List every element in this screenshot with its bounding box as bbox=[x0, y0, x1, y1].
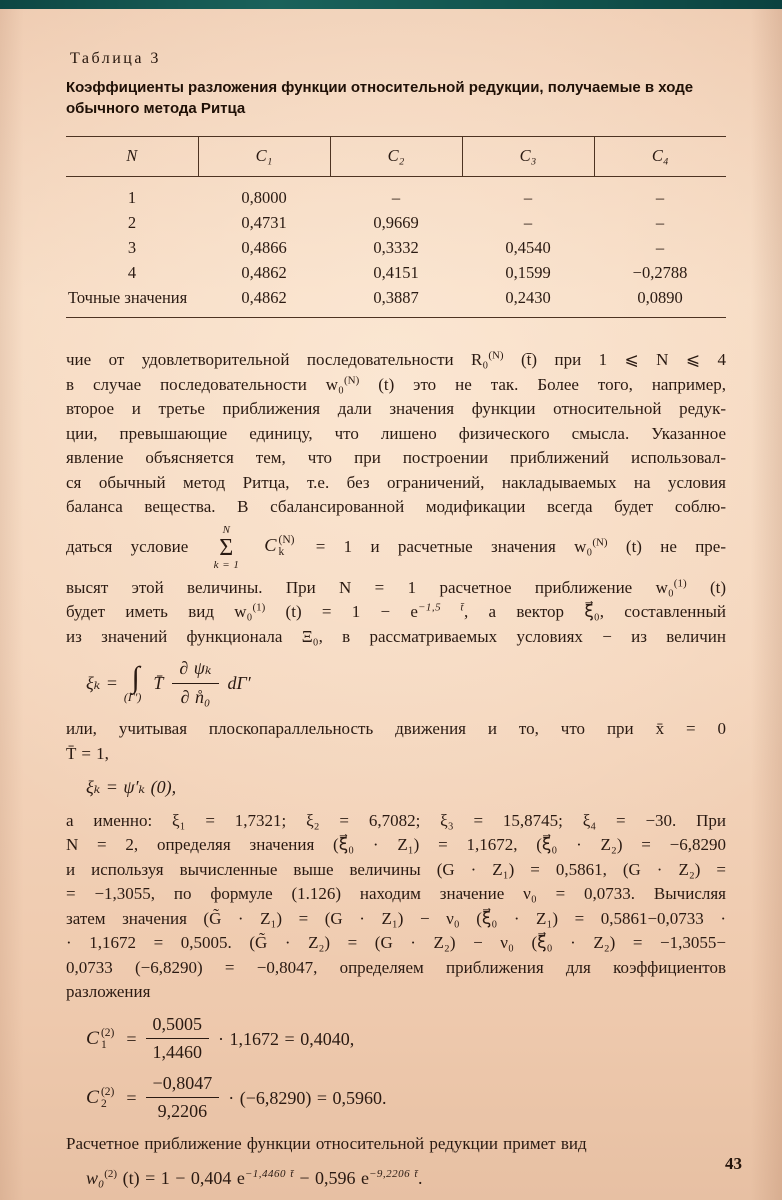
table-cell: 0,0890 bbox=[637, 288, 683, 307]
coefficients-table bbox=[66, 136, 726, 318]
coefficient-variable: C (2) 1 bbox=[86, 1026, 115, 1051]
table-cell: 0,4866 bbox=[241, 238, 287, 257]
table-cell: Точные значения bbox=[68, 288, 188, 307]
table-row bbox=[66, 261, 726, 286]
coefficient-variable: C (N) k bbox=[264, 533, 295, 558]
table-cell: 0,4731 bbox=[241, 213, 287, 232]
table-cell: 4 bbox=[127, 263, 137, 282]
fraction: $\frac{0,5005}{1,4460}$ bbox=[146, 1014, 210, 1064]
body-line: Расчетное приближение функции относительной редукции примет вид bbox=[66, 1134, 587, 1154]
table-cell: – bbox=[655, 213, 665, 232]
col-header-c1: C₁ bbox=[198, 137, 330, 177]
coefficient-variable: C (2) 2 bbox=[86, 1085, 115, 1110]
table-cell: −0,2788 bbox=[632, 263, 688, 282]
formula-c2: C (2) 2 = $\frac{-0,8047}{9,2206}$ · (−6,8290) = 0,5960. bbox=[86, 1072, 387, 1122]
body-line: T̄ = 1, bbox=[66, 743, 109, 763]
table-cell: 0,3332 bbox=[373, 238, 419, 257]
table-cell: 0,4540 bbox=[505, 238, 551, 257]
table-cell: 0,4862 bbox=[241, 263, 287, 282]
table-cell: 0,8000 bbox=[241, 188, 287, 207]
table-caption: Коэффициенты разложения функции относительной редукции, получаемые в ходе обычного метода Ритца bbox=[66, 79, 694, 117]
col-header-n: N bbox=[66, 137, 198, 177]
integral-symbol: ∫ (Γ′) bbox=[123, 661, 142, 705]
table-cell: 3 bbox=[127, 238, 137, 257]
formula-c1: C (2) 1 = $\frac{0,5005}{1,4460}$ · 1,1672 = 0,4040, bbox=[86, 1013, 355, 1063]
col-header-c3: C₃ bbox=[462, 137, 594, 177]
body-line: или, учитывая плоскопараллельность движения и то, что при x̄ = 0 bbox=[66, 719, 726, 739]
body-line: высят этой величины. При N = 1 расчетное приближение w₀$^{(1)}$ (t) bbox=[66, 576, 726, 597]
body-line: = −1,3055, по формуле (1.126) находим значение ν₀ = 0,0733. Вычисляя bbox=[66, 884, 726, 904]
scan-edge bbox=[0, 0, 782, 9]
table-row bbox=[66, 236, 726, 261]
table-cell: 0,2430 bbox=[505, 288, 551, 307]
body-line: будет иметь вид w₀$^{(1)}$ $(t) = 1 - e^{-1,5 t̄}$, а вектор ξ⃗₀, составленный bbox=[66, 601, 726, 621]
body-line: и используя вычисленные выше величины (G · Z₁) = 0,5861, (G · Z₂) = bbox=[66, 859, 726, 879]
summation-symbol: N Σ k = 1 bbox=[213, 523, 239, 571]
page-number: 43 bbox=[725, 1154, 742, 1173]
table-row-exact-values bbox=[66, 286, 726, 318]
formula-xi-integral: ξₖ = ∫ (Γ′) T̄ $\frac{\text{∂ ψₖ}}{\text{∂ n̊₀}}$ dΓ′ bbox=[86, 658, 251, 707]
body-line: ции, превышающие единицу, что лишено физического смысла. Указанное bbox=[66, 423, 726, 443]
table-cell: 0,1599 bbox=[505, 263, 551, 282]
body-line: а именно: ξ₁ = 1,7321; ξ₂ = 6,7082; ξ₃ = 15,8745; ξ₄ = −30. При bbox=[66, 810, 726, 830]
fraction: $\frac{-0,8047}{9,2206}$ bbox=[146, 1073, 220, 1123]
table-header-row bbox=[66, 137, 726, 177]
table-cell: 0,3887 bbox=[373, 288, 419, 307]
fraction: $\frac{\text{∂ ψₖ}}{\text{∂ n̊₀}}$ bbox=[172, 658, 218, 708]
table-cell: 0,4862 bbox=[241, 288, 287, 307]
table-cell: – bbox=[655, 238, 665, 257]
table-cell: – bbox=[523, 188, 533, 207]
body-line: явление объясняется тем, что при построении приближений использовал- bbox=[66, 448, 726, 467]
body-line: ся обычный метод Ритца, т.е. без ограничений, накладываемых на условия bbox=[66, 472, 726, 492]
table-cell: – bbox=[391, 188, 401, 207]
body-line: чие от удовлетворительной последовательности R₀$^{(N)}$ (t̄) при 1 ⩽ N ⩽ 4 bbox=[66, 349, 726, 369]
body-line: из значений функционала Ξ₀, в рассматриваемых условиях − из величин bbox=[66, 626, 726, 646]
col-header-c4: C₄ bbox=[594, 137, 726, 177]
body-line: N = 2, определяя значения (ξ⃗₀ · Z₁) = 1,1672, (ξ⃗₀ · Z₂) = −6,8290 bbox=[66, 835, 726, 855]
table-cell: – bbox=[523, 213, 533, 232]
table-cell: 1 bbox=[127, 188, 137, 207]
body-line: · 1,1672 = 0,5005. (G̃ · Z₂) = (G · Z₂) − ν₀ (ξ⃗₀ · Z₂) = −1,3055− bbox=[66, 933, 726, 953]
body-line: баланса вещества. В сбалансированной модификации всегда будет соблю- bbox=[66, 497, 726, 516]
body-line-sum: даться условие N Σ k = 1 C (N) k = 1 и расчетные значения w₀$^{(N)}$ (t) не пре- bbox=[66, 523, 727, 571]
table-cell: 0,4151 bbox=[373, 263, 419, 282]
body-line: второе и третье приближения дали значения функции относительной редук- bbox=[66, 399, 726, 418]
formula-w2: w₀$^{(2)}$ (t) = 1 − 0,404 $e^{-1,4460 t̄} - 0,596$ $e^{-9,2206 t̄}$. bbox=[86, 1167, 423, 1188]
body-line: в случае последовательности w₀$^{(N)}$ (t) это не так. Более того, например, bbox=[66, 373, 726, 394]
table-cell: – bbox=[655, 188, 665, 207]
table-row bbox=[66, 211, 726, 236]
formula-xi-psi: ξₖ = ψ′ₖ (0), bbox=[86, 777, 177, 798]
table-row bbox=[66, 177, 726, 211]
body-line: затем значения (G̃ · Z₁) = (G · Z₁) − ν₀ (ξ⃗₀ · Z₁) = 0,5861−0,0733 · bbox=[66, 908, 726, 928]
table-cell: 0,9669 bbox=[373, 213, 419, 232]
body-line: разложения bbox=[66, 982, 151, 1002]
body-text bbox=[66, 348, 726, 1190]
table-cell: 2 bbox=[127, 213, 137, 232]
table-label: Таблица 3 bbox=[70, 50, 161, 67]
body-line: 0,0733 (−6,8290) = −0,8047, определяем приближения для коэффициентов bbox=[66, 957, 726, 977]
col-header-c2: C₂ bbox=[330, 137, 462, 177]
